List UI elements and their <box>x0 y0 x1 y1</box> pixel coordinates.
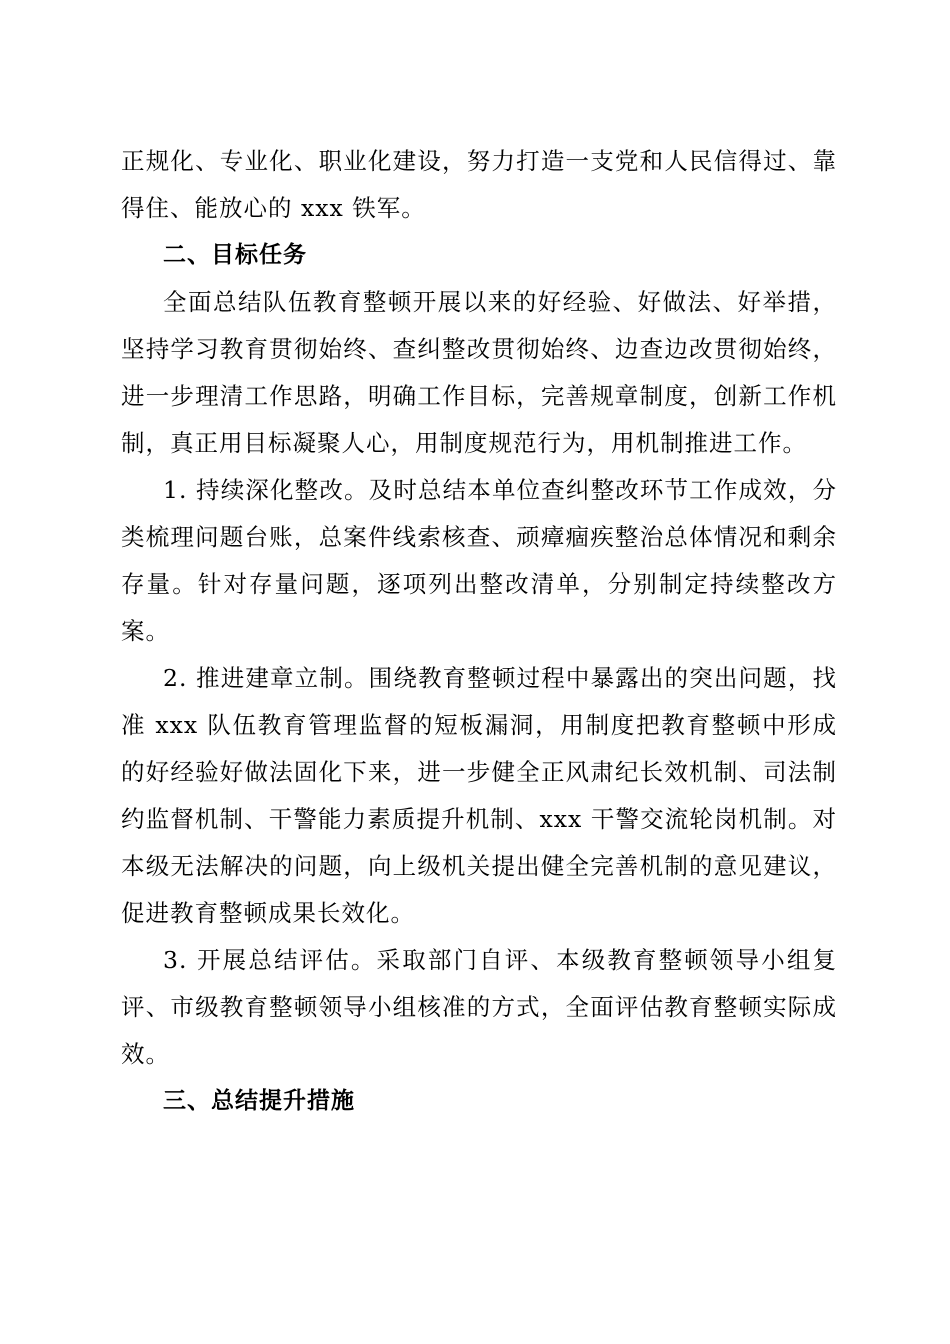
paragraph-goals-summary: 全面总结队伍教育整顿开展以来的好经验、好做法、好举措，坚持学习教育贯彻始终、查纠整改贯彻始终、边查边改贯彻始终，进一步理清工作思路，明确工作目标，完善规章制度，创新工作机制，真正用目标凝聚人心，用制度规范行为，用机制推进工作。 <box>121 288 837 457</box>
section-heading-measures: 三、总结提升措施 <box>163 1088 355 1114</box>
paragraph-item-1: 1. 持续深化整改。及时总结本单位查纠整改环节工作成效，分类梳理问题台账，总案件线索核查、顽瘴痼疾整治总体情况和剩余存量。针对存量问题，逐项列出整改清单，分别制定持续整改方案。 <box>121 476 837 645</box>
paragraph-item-3: 3. 开展总结评估。采取部门自评、本级教育整顿领导小组复评、市级教育整顿领导小组核准的方式，全面评估教育整顿实际成效。 <box>121 946 837 1068</box>
section-heading-goals: 二、目标任务 <box>163 242 307 268</box>
document-body <box>121 138 837 1125</box>
paragraph-continuation: 正规化、专业化、职业化建设，努力打造一支党和人民信得过、靠得住、能放心的 xxx 铁军。 <box>121 147 837 222</box>
paragraph-item-2: 2. 推进建章立制。围绕教育整顿过程中暴露出的突出问题，找准 xxx 队伍教育管理监督的短板漏洞，用制度把教育整顿中形成的好经验好做法固化下来，进一步健全正风肃纪长效机制、司法制约监督机制、干警能力素质提升机制、xxx 干警交流轮岗机制。对本级无法解决的问题，向上级机关提出健全完善机制的意见建议，促进教育整顿成果长效化。 <box>121 664 837 927</box>
